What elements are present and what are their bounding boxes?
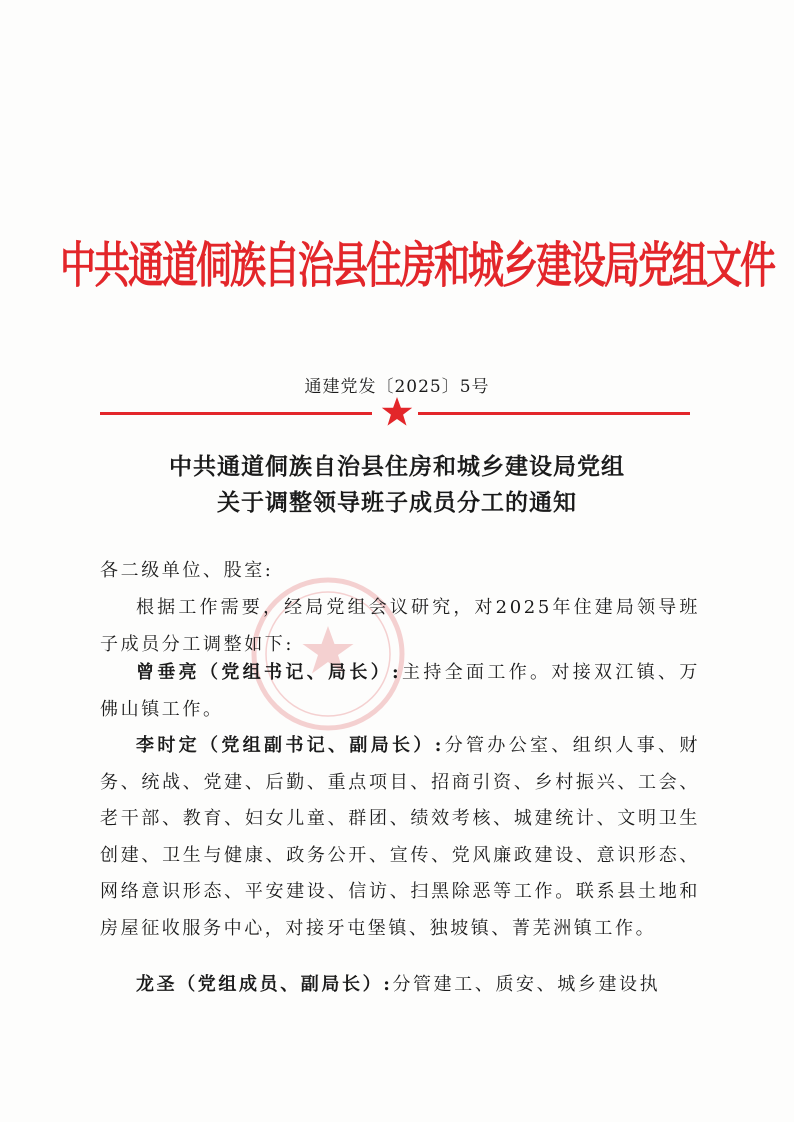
member-name-role: 龙圣（党组成员、副局长）: [136,974,393,995]
member-duties: 主持全面工作。对接双江镇、万佛山镇工作。 [100,662,700,720]
notice-title-line2: 关于调整领导班子成员分工的通知 [217,489,577,516]
red-star-icon [381,396,413,428]
intro-paragraph: 根据工作需要，经局党组会议研究，对2025年住建局领导班子成员分工调整如下: [100,597,700,655]
member-duties: 分管办公室、组织人事、财务、统战、党建、后勤、重点项目、招商引资、乡村振兴、工会、老干部、教育、妇女儿童、群团、绩效考核、城建统计、文明卫生创建、卫生与健康、政务公开、宣传、党风廉政建设、意识形态、网络意识形态、平安建设、信访、扫黑除恶等工作。联系县土地和房屋征收服务中心，对接牙屯堡镇、独坡镇、菁芜洲镇工作。 [100,735,700,939]
document-number: 通建党发〔2025〕5号 [304,377,490,397]
member-paragraph [100,655,700,728]
notice-title-line1: 中共通道侗族自治县住房和城乡建设局党组 [169,453,625,480]
member-duties: 分管建工、质安、城乡建设执 [392,974,661,995]
red-divider-right [418,412,690,415]
member-name-role: 李时定（党组副书记、副局长）: [136,735,444,756]
member-paragraph [100,967,700,1004]
member-name-role: 曾垂亮（党组书记、局长）: [136,662,402,683]
red-divider-left [100,412,372,415]
document-masthead: 中共通道侗族自治县住房和城乡建设局党组文件 [60,237,775,295]
salutation: 各二级单位、股室: [100,560,274,581]
member-paragraph [100,728,700,947]
